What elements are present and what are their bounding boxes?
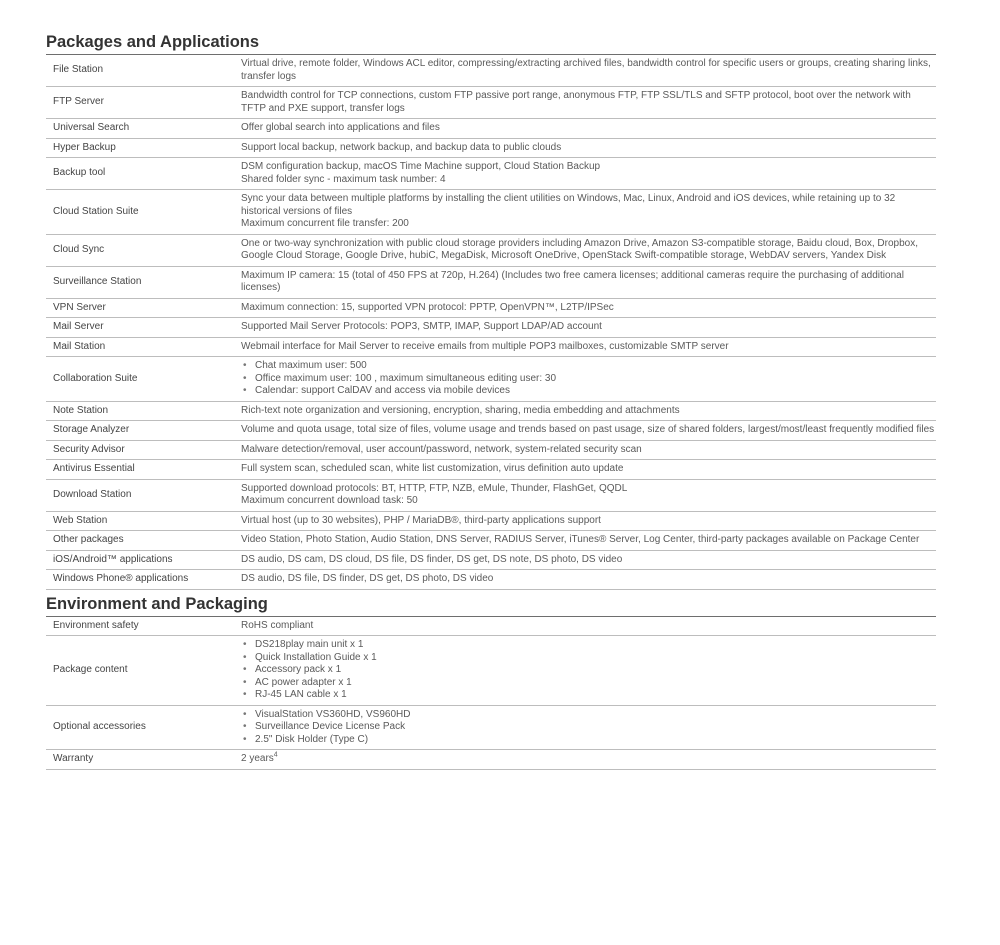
spec-row — [46, 138, 936, 158]
spec-value-text: Malware detection/removal, user account/password, network, system-related security scan — [241, 443, 642, 455]
spec-value — [234, 421, 936, 441]
spec-value-line — [241, 238, 936, 263]
spec-value — [234, 337, 936, 357]
spec-value-line — [241, 161, 936, 174]
spec-value — [234, 460, 936, 480]
spec-label: Web Station — [46, 511, 234, 531]
spec-value-line — [241, 444, 936, 457]
spec-value-text: RoHS compliant — [241, 619, 314, 631]
spec-value-text: One or two-way synchronization with public cloud storage providers including Amazon Drive, Amazon S3-compatible storage, Baidu cloud, Box, Dropbox, Google Cloud Storage, Google Drive, hubiC, MegaDisk, Microsoft OneDrive, OpenStack Swift-compatible storage, WebDAV servers, Yandex Disk — [241, 237, 919, 261]
spec-value-text: Volume and quota usage, total size of files, volume usage and trends based on past usage, size of shared folders, largest/most/least frequently modified files — [241, 424, 935, 435]
spec-value-line — [241, 554, 936, 567]
spec-value — [234, 636, 936, 706]
bullet-item: • Calendar: support CalDAV and access via mobile devices — [241, 385, 936, 398]
spec-value — [234, 440, 936, 460]
spec-row — [46, 55, 936, 87]
bullet-list — [241, 709, 936, 747]
spec-value — [234, 705, 936, 750]
spec-value — [234, 511, 936, 531]
spec-row — [46, 460, 936, 480]
spec-sections — [46, 32, 936, 770]
spec-value-line — [241, 405, 936, 418]
spec-label: Note Station — [46, 401, 234, 421]
spec-label: FTP Server — [46, 87, 234, 119]
spec-value-text: Virtual host (up to 30 websites), PHP / MariaDB®, third-party applications support — [241, 514, 601, 526]
spec-label: Download Station — [46, 479, 234, 511]
spec-label: Storage Analyzer — [46, 421, 234, 441]
spec-value-text: Full system scan, scheduled scan, white list customization, virus definition auto update — [241, 463, 624, 474]
bullet-item: • AC power adapter x 1 — [241, 677, 936, 690]
spec-value — [234, 617, 936, 636]
spec-value-text: Support local backup, network backup, and backup data to public clouds — [241, 141, 562, 153]
section-title: Packages and Applications — [46, 32, 936, 55]
bullet-item: • Office maximum user: 100 , maximum simultaneous editing user: 30 — [241, 373, 936, 386]
spec-value-text: Sync your data between multiple platforms by installing the client utilities on Windows, Mac, Linux, Android and iOS devices, while retaining up to 32 historical versions of files — [241, 193, 896, 217]
spec-label: Cloud Station Suite — [46, 190, 234, 235]
spec-value — [234, 531, 936, 551]
spec-row — [46, 87, 936, 119]
spec-value-text: Virtual drive, remote folder, Windows ACL editor, compressing/extracting archived files, bandwidth control for specific users or groups, creating sharing links, transfer logs — [241, 58, 931, 82]
spec-row — [46, 440, 936, 460]
spec-value-text: DS audio, DS cam, DS cloud, DS file, DS finder, DS get, DS note, DS photo, DS video — [241, 553, 623, 565]
spec-value-line — [241, 218, 936, 231]
spec-value-text: Maximum concurrent download task: 50 — [241, 495, 418, 506]
spec-value — [234, 550, 936, 570]
spec-value-line — [241, 341, 936, 354]
bullet-item: • RJ-45 LAN cable x 1 — [241, 689, 936, 702]
spec-value-text: Supported Mail Server Protocols: POP3, SMTP, IMAP, Support LDAP/AD account — [241, 321, 602, 332]
spec-value-line — [241, 302, 936, 315]
spec-value-text: Supported download protocols: BT, HTTP, FTP, NZB, eMule, Thunder, FlashGet, QQDL — [241, 482, 628, 494]
spec-value-text: Maximum IP camera: 15 (total of 450 FPS at 720p, H.264) (Includes two free camera licenses; additional cameras require the purchasing of additional licenses) — [241, 269, 904, 293]
spec-label: Security Advisor — [46, 440, 234, 460]
spec-value — [234, 750, 936, 770]
spec-value-line — [241, 174, 936, 187]
spec-value-line — [241, 193, 936, 218]
spec-value — [234, 357, 936, 402]
spec-value-line — [241, 58, 936, 83]
spec-value — [234, 55, 936, 87]
spec-label: Collaboration Suite — [46, 357, 234, 402]
spec-label: Antivirus Essential — [46, 460, 234, 480]
spec-value-line — [241, 534, 936, 547]
spec-label: Surveillance Station — [46, 266, 234, 298]
spec-label: Cloud Sync — [46, 234, 234, 266]
bullet-item: • DS218play main unit x 1 — [241, 639, 936, 652]
bullet-list — [241, 360, 936, 398]
spec-value-line — [241, 270, 936, 295]
spec-row — [46, 357, 936, 402]
spec-value-line — [241, 483, 936, 496]
spec-value-line — [241, 463, 936, 476]
spec-row — [46, 119, 936, 139]
spec-row — [46, 617, 936, 636]
spec-row — [46, 266, 936, 298]
spec-value-line — [241, 620, 936, 633]
spec-value — [234, 234, 936, 266]
spec-value-line — [241, 90, 936, 115]
footnote-marker: 4 — [273, 751, 278, 759]
bullet-item: • Surveillance Device License Pack — [241, 721, 936, 734]
spec-label: Other packages — [46, 531, 234, 551]
spec-label: Hyper Backup — [46, 138, 234, 158]
spec-label: Mail Server — [46, 318, 234, 338]
spec-label: VPN Server — [46, 298, 234, 318]
spec-row — [46, 421, 936, 441]
spec-value — [234, 298, 936, 318]
spec-row — [46, 318, 936, 338]
spec-value-text: DS audio, DS file, DS finder, DS get, DS photo, DS video — [241, 573, 494, 584]
spec-value — [234, 570, 936, 590]
spec-row — [46, 750, 936, 770]
spec-label: Package content — [46, 636, 234, 706]
spec-row — [46, 337, 936, 357]
spec-row — [46, 158, 936, 190]
spec-row — [46, 234, 936, 266]
spec-value-text: Offer global search into applications and files — [241, 122, 440, 133]
spec-value-line — [241, 321, 936, 334]
spec-table — [46, 55, 936, 590]
spec-row — [46, 705, 936, 750]
spec-value — [234, 190, 936, 235]
spec-label: Optional accessories — [46, 705, 234, 750]
bullet-item: • Quick Installation Guide x 1 — [241, 652, 936, 665]
spec-label: Mail Station — [46, 337, 234, 357]
spec-table — [46, 617, 936, 770]
spec-value — [234, 119, 936, 139]
spec-value — [234, 138, 936, 158]
spec-value — [234, 401, 936, 421]
bullet-item: • Accessory pack x 1 — [241, 664, 936, 677]
spec-value-text: Shared folder sync - maximum task number: 4 — [241, 173, 446, 185]
spec-value-line — [241, 515, 936, 528]
spec-row — [46, 636, 936, 706]
spec-label: Windows Phone® applications — [46, 570, 234, 590]
spec-value — [234, 158, 936, 190]
spec-value — [234, 87, 936, 119]
spec-value-text: Webmail interface for Mail Server to receive emails from multiple POP3 mailboxes, customizable SMTP server — [241, 340, 729, 352]
spec-value-text: Rich-text note organization and versioning, encryption, sharing, media embedding and attachments — [241, 404, 680, 416]
spec-row — [46, 190, 936, 235]
spec-value-text: Bandwidth control for TCP connections, custom FTP passive port range, anonymous FTP, FTP SSL/TLS and SFTP protocol, boot over the network with TFTP and PXE support, transfer logs — [241, 90, 911, 114]
spec-value — [234, 266, 936, 298]
spec-value-line — [241, 495, 936, 508]
bullet-item: • 2.5" Disk Holder (Type C) — [241, 734, 936, 747]
spec-label: iOS/Android™ applications — [46, 550, 234, 570]
spec-value-text: Maximum connection: 15, supported VPN protocol: PPTP, OpenVPN™, L2TP/IPSec — [241, 301, 614, 313]
spec-label: Warranty — [46, 750, 234, 770]
spec-value-line — [241, 753, 936, 766]
spec-value-text: Video Station, Photo Station, Audio Station, DNS Server, RADIUS Server, iTunes® Server, Log Center, third-party packages available on Package Center — [241, 534, 920, 545]
spec-row — [46, 298, 936, 318]
spec-label: File Station — [46, 55, 234, 87]
spec-value-line — [241, 573, 936, 586]
bullet-list — [241, 639, 936, 702]
spec-value-text: 2 years — [241, 753, 274, 764]
spec-value — [234, 479, 936, 511]
spec-value-line — [241, 142, 936, 155]
spec-label: Universal Search — [46, 119, 234, 139]
spec-row — [46, 479, 936, 511]
spec-value-text: Maximum concurrent file transfer: 200 — [241, 218, 409, 229]
spec-value — [234, 318, 936, 338]
spec-label: Environment safety — [46, 617, 234, 636]
spec-row — [46, 401, 936, 421]
spec-row — [46, 570, 936, 590]
spec-row — [46, 511, 936, 531]
spec-value-line — [241, 122, 936, 135]
bullet-item: • Chat maximum user: 500 — [241, 360, 936, 373]
spec-row — [46, 550, 936, 570]
spec-value-text: DSM configuration backup, macOS Time Machine support, Cloud Station Backup — [241, 161, 601, 172]
spec-label: Backup tool — [46, 158, 234, 190]
spec-row — [46, 531, 936, 551]
spec-value-line — [241, 424, 936, 437]
bullet-item: • VisualStation VS360HD, VS960HD — [241, 709, 936, 722]
section-title: Environment and Packaging — [46, 594, 936, 617]
